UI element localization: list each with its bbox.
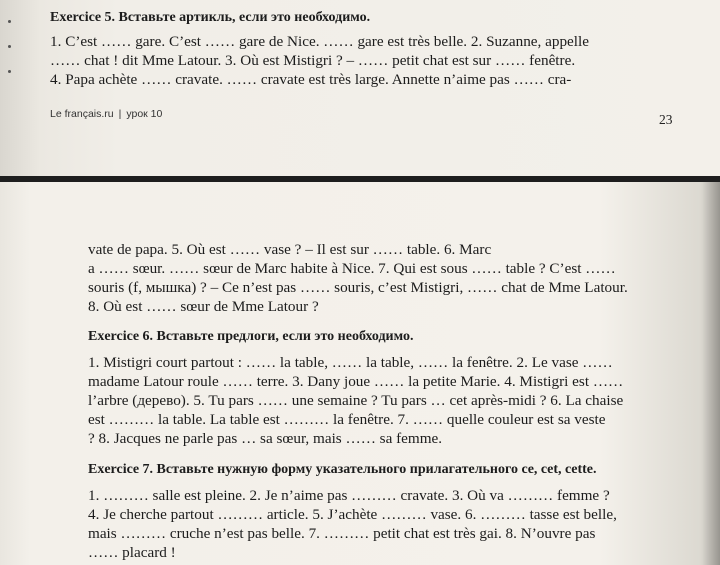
exercise5-line-1: 1. C’est …… gare. C’est …… gare de Nice. …… gare est très belle. 2. Suzanne, appelle: [50, 33, 589, 50]
footer-site: Le français.ru: [50, 108, 114, 120]
exercise7-line-1: 1. ……… salle est pleine. 2. Je n’aime pas ……… cravate. 3. Où va ……… femme ?: [88, 487, 610, 504]
exercise5-line-3: 4. Papa achète …… cravate. …… cravate est très large. Annette n’aime pas …… cra-: [50, 71, 572, 88]
exercise6-title: Exercice 6. Вставьте предлоги, если это необходимо.: [88, 329, 414, 344]
exercise7: [88, 462, 691, 562]
exercise6-line-2: madame Latour roule …… terre. 3. Dany joue …… la petite Marie. 4. Mistigri est ……: [88, 373, 624, 390]
exercise6-line-5: ? 8. Jacques ne parle pas … sa sœur, mais …… sa femme.: [88, 430, 443, 447]
page-number: 23: [659, 112, 673, 127]
exercise5-line-2: …… chat ! dit Mme Latour. 3. Où est Mistigri ? – …… petit chat est sur …… fenêtre.: [50, 52, 576, 69]
exercise6-line-4: est ……… la table. La table est ……… la fenêtre. 7. …… quelle couleur est sa veste: [88, 411, 606, 428]
exercise5-continuation: [88, 240, 691, 316]
exercise7-line-4: …… placard !: [88, 544, 176, 561]
footer-separator: |: [118, 108, 122, 120]
exercise6-line-3: l’arbre (дерево). 5. Tu pars …… une semaine ? Tu pars … cet après-midi ? 6. La chaise: [88, 392, 624, 409]
exercise7-title: Exercice 7. Вставьте нужную форму указательного прилагательного ce, cet, cette.: [88, 462, 597, 477]
continuation-line-3: souris (f, мышка) ? – Ce n’est pas …… souris, c’est Mistigri, …… chat de Mme Latour.: [88, 279, 628, 296]
page-edge-shadow: [702, 182, 720, 565]
exercise5-title: Exercice 5. Вставьте артикль, если это необходимо.: [50, 10, 371, 25]
exercise5: [50, 10, 656, 89]
exercise7-line-2: 4. Je cherche partout ……… article. 5. J’achète ……… vase. 6. ……… tasse est belle,: [88, 506, 617, 523]
page-footer: [50, 108, 162, 120]
top-page: [0, 0, 720, 176]
continuation-line-1: vate de papa. 5. Où est …… vase ? – Il est sur …… table. 6. Marc: [88, 241, 492, 258]
footer-lesson: урок 10: [126, 108, 163, 120]
continuation-line-2: a …… sœur. …… sœur de Marc habite à Nice. 7. Qui est sous …… table ? C’est ……: [88, 260, 616, 277]
bottom-page: [0, 182, 720, 565]
exercise6: [88, 329, 691, 448]
exercise7-line-3: mais ……… cruche n’est pas belle. 7. ……… petit chat est très gai. 8. N’ouvre pas: [88, 525, 596, 542]
continuation-line-4: 8. Où est …… sœur de Mme Latour ?: [88, 298, 319, 315]
exercise6-line-1: 1. Mistigri court partout : …… la table, …… la table, …… la fenêtre. 2. Le vase ……: [88, 354, 613, 371]
